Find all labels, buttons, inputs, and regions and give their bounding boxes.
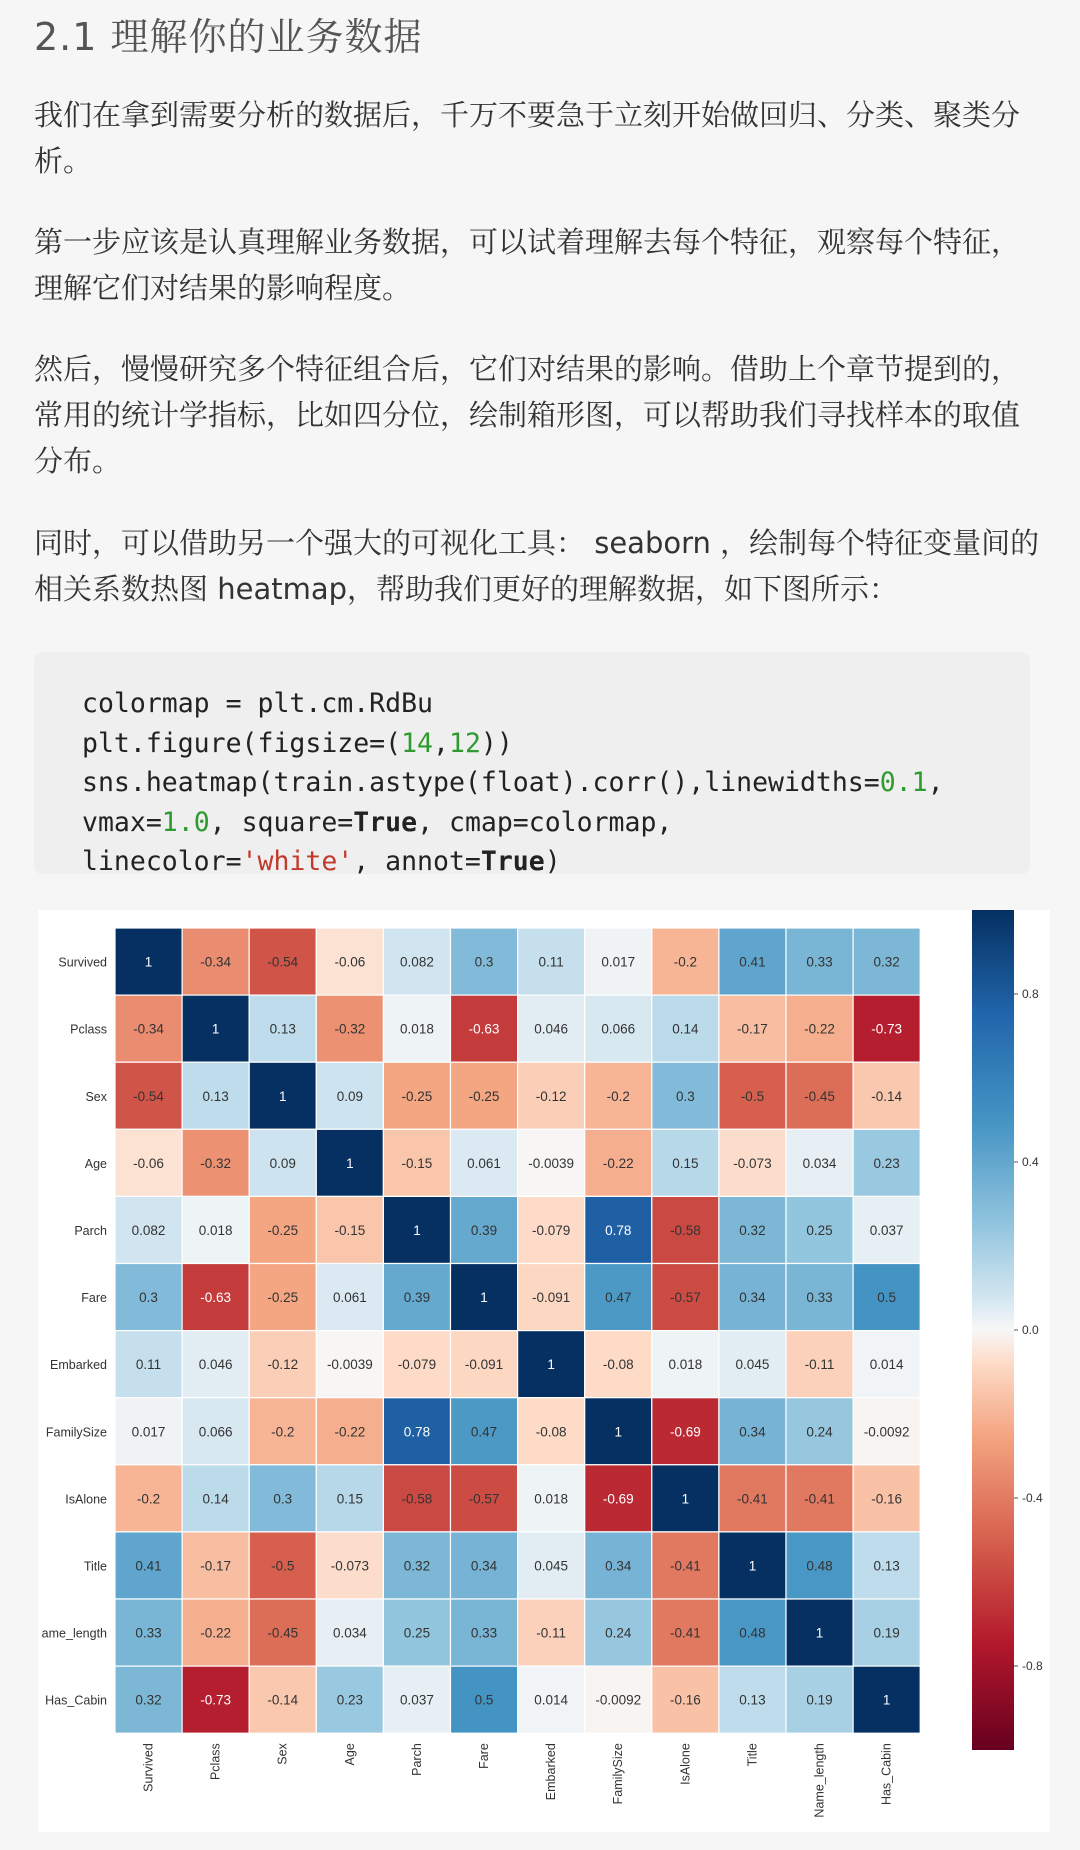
heatmap-row-label: ame_length [41,1626,107,1641]
heatmap-cell-annotation: -0.22 [602,1155,634,1171]
heatmap-cell-annotation: -0.091 [464,1357,504,1373]
heatmap-cell-annotation: 0.09 [269,1155,296,1171]
heatmap-cell-annotation: -0.73 [200,1692,232,1708]
heatmap-cell-annotation: 0.32 [135,1692,162,1708]
heatmap-cell-annotation: -0.45 [267,1625,299,1641]
heatmap-cell-annotation: 0.13 [873,1558,900,1574]
heatmap-cell-annotation: 1 [882,1692,891,1708]
heatmap-cell-annotation: 1 [413,1222,421,1238]
heatmap-cell-annotation: -0.16 [871,1491,903,1507]
heatmap-cell-annotation: 0.34 [739,1424,766,1440]
heatmap-cell-annotation: -0.15 [334,1222,366,1238]
heatmap-cell-annotation: -0.12 [535,1088,567,1104]
heatmap-cell-annotation: -0.54 [133,1088,164,1104]
heatmap-cell-annotation: -0.12 [267,1357,299,1373]
colorbar-tick-label: -0.4 [1022,1491,1043,1505]
heatmap-cell-annotation: -0.16 [669,1692,701,1708]
paragraph-2: 第一步应该是认真理解业务数据，可以试着理解去每个特征，观察每个特征，理解它们对结果的影响程度。 [34,225,1021,305]
heatmap-cell-annotation: 0.018 [668,1357,703,1373]
heatmap-cell-annotation: 0.32 [739,1222,766,1238]
heatmap-cell-annotation: -0.25 [401,1088,433,1104]
heatmap-cell-annotation: -0.5 [740,1088,765,1104]
heatmap-cell-annotation: -0.08 [602,1357,634,1373]
heatmap-cell-annotation: 0.014 [869,1357,904,1373]
heatmap-cell-annotation: 0.066 [198,1424,233,1440]
heatmap-cell-annotation: -0.17 [737,1021,768,1037]
heatmap-cell-annotation: -0.58 [669,1222,701,1238]
heatmap-cell-annotation: 0.25 [403,1625,431,1641]
heatmap-cell-annotation: 0.41 [135,1558,162,1574]
heatmap-column-label: Has_Cabin [879,1743,894,1806]
paragraph-4: 同时，可以借助另一个强大的可视化工具： seaborn ，绘制每个特征变量间的相关系数热图 heatmap，帮助我们更好的理解数据，如下图所示： [34,526,1040,606]
heatmap-cell-annotation: -0.25 [468,1088,500,1104]
heatmap-cell-annotation: -0.73 [871,1021,903,1037]
heatmap-column-label: Embarked [544,1743,559,1801]
heatmap-cell-annotation: 0.11 [538,954,564,970]
heatmap-cell-annotation: 0.045 [735,1357,770,1373]
heatmap-column-label: Survived [141,1743,156,1792]
colorbar-tick-label: 0.4 [1022,1155,1039,1169]
heatmap-column-label: Name_length [812,1743,827,1818]
heatmap-cell-annotation: -0.41 [669,1558,701,1574]
heatmap-row-label: Title [83,1559,107,1574]
heatmap-cell-annotation: -0.34 [133,1021,164,1037]
heatmap-row-label: Survived [58,955,107,970]
heatmap-cell-annotation: 0.19 [873,1625,900,1641]
heatmap-cell-annotation: 0.24 [605,1625,632,1641]
heatmap-cell-annotation: -0.34 [200,954,232,970]
heatmap-cell-annotation: -0.2 [606,1088,630,1104]
heatmap-cell-annotation: -0.22 [334,1424,366,1440]
heatmap-cell-annotation: 0.19 [806,1692,833,1708]
heatmap-cell-annotation: 0.33 [806,1290,833,1306]
heatmap-cell-annotation: -0.0092 [863,1424,910,1440]
heatmap-cell-annotation: 0.018 [534,1491,569,1507]
heatmap-cell-annotation: -0.25 [267,1290,299,1306]
heatmap-row-label: Pclass [70,1022,107,1037]
heatmap-cell-annotation: 0.3 [675,1088,695,1104]
colorbar-tick-label: -0.8 [1022,1659,1043,1673]
heatmap-cell-annotation: 0.09 [336,1088,363,1104]
code-line-2: plt.figure(figsize=(14,12)) [82,727,513,759]
heatmap-cell-annotation: -0.0092 [595,1692,642,1708]
heatmap-cell-annotation: 0.11 [135,1357,162,1373]
heatmap-cell-annotation: -0.22 [804,1021,835,1037]
heatmap-column-label: Age [342,1743,357,1766]
heatmap-cell-annotation: 0.13 [269,1021,296,1037]
heatmap-cell-annotation: 1 [211,1021,220,1037]
heatmap-cell-annotation: 0.034 [802,1155,837,1171]
paragraph-1: 我们在拿到需要分析的数据后，千万不要急于立刻开始做回归、分类、聚类分析。 [34,98,1021,178]
heatmap-cell-annotation: 1 [346,1155,354,1171]
heatmap-cell-annotation: 1 [547,1357,555,1373]
heatmap-cell-annotation: 0.018 [198,1222,233,1238]
paragraph-3: 然后，慢慢研究多个特征组合后，它们对结果的影响。借助上个章节提到的，常用的统计学指标，比如四分位，绘制箱形图，可以帮助我们寻找样本的取值分布。 [34,352,1021,478]
heatmap-cell-annotation: -0.63 [200,1290,232,1306]
heatmap-cell-annotation: 0.15 [336,1491,363,1507]
heatmap-cell-annotation: 0.48 [806,1558,833,1574]
heatmap-cell-annotation: 0.5 [474,1692,494,1708]
heatmap-row-label: Parch [74,1223,107,1238]
colorbar-tick-label: 0.0 [1022,1323,1039,1337]
heatmap-cell-annotation: 0.23 [336,1692,363,1708]
heatmap-cell-annotation: 0.082 [131,1222,166,1238]
heatmap-cell-annotation: 1 [144,954,153,970]
heatmap-cell-annotation: 0.14 [672,1021,699,1037]
heatmap-cell-annotation: 0.5 [877,1290,897,1306]
heatmap-cell-annotation: 1 [480,1290,488,1306]
heatmap-row-label: Fare [81,1291,107,1306]
heatmap-cell-annotation: -0.22 [200,1625,232,1641]
heatmap-cell-annotation: -0.2 [136,1491,161,1507]
heatmap-column-label: IsAlone [678,1743,693,1785]
heatmap-cell-annotation: 0.034 [332,1625,367,1641]
heatmap-cell-annotation: -0.2 [673,954,697,970]
heatmap-cell-annotation: -0.0039 [528,1155,575,1171]
heatmap-column-label: Parch [409,1743,424,1776]
heatmap-cell-annotation: -0.5 [271,1558,295,1574]
code-line-3: sns.heatmap(train.astype(float).corr(),linewidths=0.1, [82,767,944,798]
heatmap-cell-annotation: 0.32 [403,1558,431,1574]
heatmap-cell-annotation: 0.037 [400,1692,434,1708]
heatmap-cell-annotation: 0.3 [139,1290,158,1306]
heatmap-cell-annotation: -0.06 [133,1155,164,1171]
heatmap-cell-annotation: 0.34 [470,1558,498,1574]
heatmap-cell-annotation: 0.15 [672,1155,699,1171]
heatmap-cell-annotation: 0.33 [135,1625,162,1641]
correlation-heatmap [38,910,1050,1832]
heatmap-cell-annotation: 0.33 [806,954,833,970]
heatmap-cell-annotation: -0.0039 [326,1357,373,1373]
heatmap-cell-annotation: -0.079 [532,1222,571,1238]
colorbar-tick-label: 0.8 [1022,987,1039,1001]
heatmap-cell-annotation: 0.14 [202,1491,229,1507]
heatmap-cell-annotation: 0.13 [739,1692,766,1708]
code-line-1: colormap = plt.cm.RdBu [82,688,433,719]
heatmap-cell-annotation: 0.33 [470,1625,498,1641]
heatmap-cell-annotation: 1 [815,1625,824,1641]
heatmap-cell-annotation: 0.24 [806,1424,833,1440]
heatmap-cell-annotation: -0.32 [334,1021,366,1037]
heatmap-cell-annotation: -0.69 [669,1424,701,1440]
heatmap-cell-annotation: 0.34 [605,1558,632,1574]
heatmap-cell-annotation: -0.54 [267,954,299,970]
heatmap-cell-annotation: -0.32 [200,1155,232,1171]
heatmap-row-label: Age [84,1156,107,1171]
heatmap-cell-annotation: -0.073 [330,1558,369,1574]
heatmap-cell-annotation: 0.061 [332,1290,367,1306]
heatmap-row-label: Sex [85,1089,107,1104]
heatmap-cell-annotation: 1 [278,1088,287,1104]
heatmap-cell-annotation: 0.78 [605,1222,632,1238]
heatmap-cell-annotation: -0.11 [804,1357,835,1373]
heatmap-cell-annotation: 0.017 [601,954,636,970]
heatmap-cell-annotation: -0.41 [669,1625,701,1641]
heatmap-cell-annotation: 1 [681,1491,690,1507]
heatmap-cell-annotation: 0.48 [739,1625,766,1641]
heatmap-cell-annotation: -0.69 [602,1491,634,1507]
heatmap-cell-annotation: 0.018 [400,1021,434,1037]
heatmap-column-label: Pclass [208,1743,223,1781]
heatmap-cell-annotation: 0.32 [873,954,900,970]
heatmap-cell-annotation: -0.06 [334,954,366,970]
heatmap-cell-annotation: 0.39 [470,1222,498,1238]
heatmap-cell-annotation: 0.037 [869,1222,904,1238]
heatmap-cell-annotation: -0.073 [733,1155,772,1171]
heatmap-cell-annotation: 0.39 [403,1290,431,1306]
heatmap-cell-annotation: 0.061 [467,1155,501,1171]
heatmap-cell-annotation: -0.41 [804,1491,835,1507]
colorbar [972,910,1014,1750]
heatmap-cell-annotation: 1 [614,1424,623,1440]
heatmap-cell-annotation: 0.25 [806,1222,833,1238]
code-block [34,652,1030,877]
heatmap-cell-annotation: 0.045 [534,1558,569,1574]
heatmap-column-label: Fare [477,1743,492,1769]
heatmap-cell-annotation: -0.45 [804,1088,835,1104]
heatmap-row-label: FamilySize [45,1425,107,1440]
heatmap-cell-annotation: -0.25 [267,1222,299,1238]
heatmap-cell-annotation: -0.63 [468,1021,500,1037]
heatmap-cell-annotation: 0.046 [534,1021,569,1037]
heatmap-cell-annotation: 0.47 [605,1290,632,1306]
heatmap-cell-annotation: 0.23 [873,1155,900,1171]
heatmap-cell-annotation: -0.17 [200,1558,232,1574]
heatmap-row-label: Has_Cabin [45,1693,107,1708]
heatmap-cell-annotation: 0.13 [202,1088,229,1104]
heatmap-column-label: FamilySize [611,1743,626,1805]
heatmap-cell-annotation: -0.57 [669,1290,701,1306]
heatmap-cell-annotation: -0.57 [468,1491,500,1507]
heatmap-cell-annotation: 0.066 [601,1021,636,1037]
heatmap-cell-annotation: 0.046 [198,1357,233,1373]
heatmap-cell-annotation: -0.14 [267,1692,299,1708]
heatmap-column-label: Title [745,1743,760,1767]
heatmap-cell-annotation: -0.41 [737,1491,768,1507]
heatmap-cell-annotation: 0.3 [273,1491,293,1507]
heatmap-cell-annotation: 0.014 [534,1692,569,1708]
code-line-4: vmax=1.0, square=True, cmap=colormap, [82,806,673,838]
heatmap-cell-annotation: -0.11 [536,1625,567,1641]
heatmap-row-label: Embarked [50,1358,107,1373]
heatmap-cell-annotation: -0.58 [401,1491,433,1507]
code-line-5: linecolor='white', annot=True) [82,846,561,877]
heatmap-cell-annotation: 0.34 [739,1290,766,1306]
heatmap-figure [38,910,1050,1832]
heatmap-cell-annotation: -0.15 [401,1155,433,1171]
heatmap-cell-annotation: 0.47 [470,1424,498,1440]
heatmap-cell-annotation: -0.14 [871,1088,903,1104]
heatmap-cell-annotation: 0.78 [403,1424,431,1440]
heatmap-cell-annotation: -0.091 [532,1290,571,1306]
heatmap-cell-annotation: 0.3 [474,954,494,970]
heatmap-cell-annotation: -0.079 [397,1357,437,1373]
heatmap-row-label: IsAlone [65,1492,107,1507]
heatmap-cell-annotation: -0.08 [535,1424,567,1440]
heatmap-cell-annotation: 0.41 [739,954,766,970]
heatmap-column-label: Sex [275,1743,290,1765]
heatmap-cell-annotation: 0.017 [131,1424,166,1440]
heatmap-cell-annotation: 0.082 [400,954,434,970]
heatmap-cell-annotation: -0.2 [271,1424,295,1440]
section-heading: 2.1 理解你的业务数据 [34,15,423,59]
heatmap-cell-annotation: 1 [748,1558,757,1574]
